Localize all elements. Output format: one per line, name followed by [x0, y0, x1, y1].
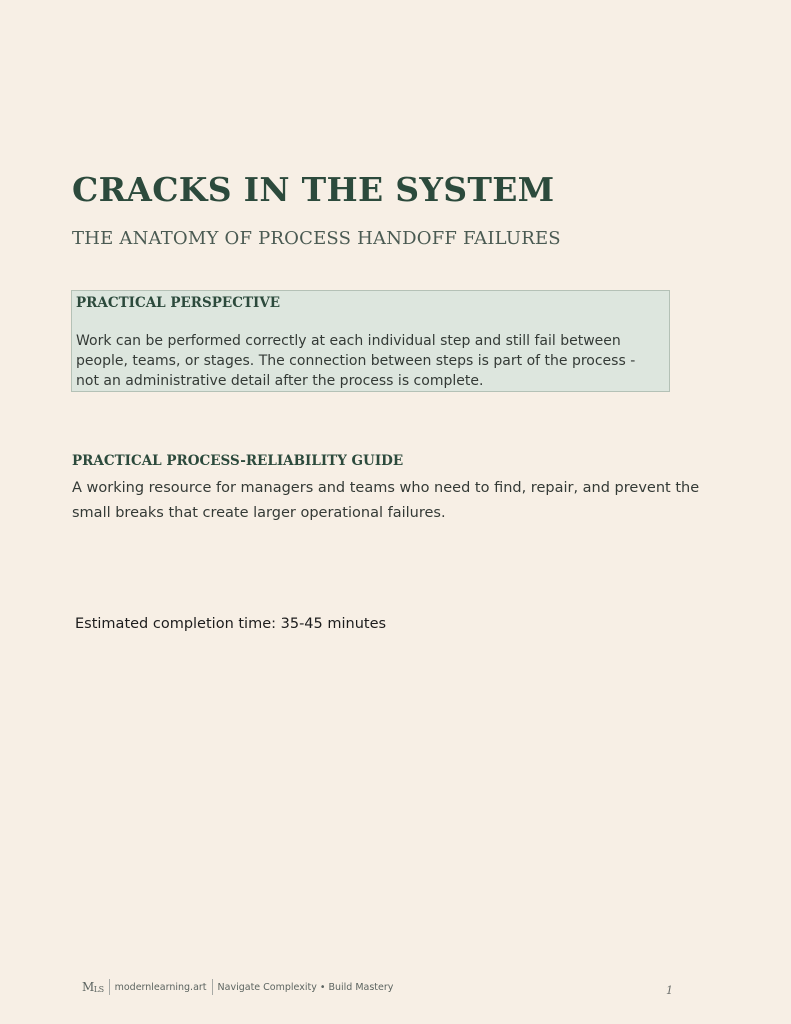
estimated-completion-time: Estimated completion time: 35-45 minutes: [75, 616, 387, 632]
mls-logo: [82, 980, 104, 994]
document-subtitle: THE ANATOMY OF PROCESS HANDOFF FAILURES: [72, 228, 561, 249]
footer-tagline: Navigate Complexity • Build Mastery: [217, 981, 394, 993]
logo-small-letters: LS: [93, 985, 104, 994]
footer-site: modernlearning.art: [114, 981, 207, 993]
footer-divider: [212, 979, 213, 995]
callout-body: Work can be performed correctly at each individual step and still fail between people, teams, or stages. The connection between steps is part of the process - not an administrative detail after the process is complete.: [76, 333, 636, 389]
logo-letter: M: [82, 980, 94, 994]
document-title: CRACKS IN THE SYSTEM: [72, 170, 555, 209]
page-footer: [82, 979, 393, 995]
practical-perspective-callout: [71, 290, 670, 392]
guide-description: A working resource for managers and teams who need to find, repair, and prevent the small breaks that create larger operational failures.: [72, 480, 700, 521]
page-number: 1: [666, 984, 673, 997]
footer-divider: [109, 979, 110, 995]
guide-heading: PRACTICAL PROCESS-RELIABILITY GUIDE: [72, 453, 404, 469]
callout-heading: PRACTICAL PERSPECTIVE: [76, 295, 281, 311]
